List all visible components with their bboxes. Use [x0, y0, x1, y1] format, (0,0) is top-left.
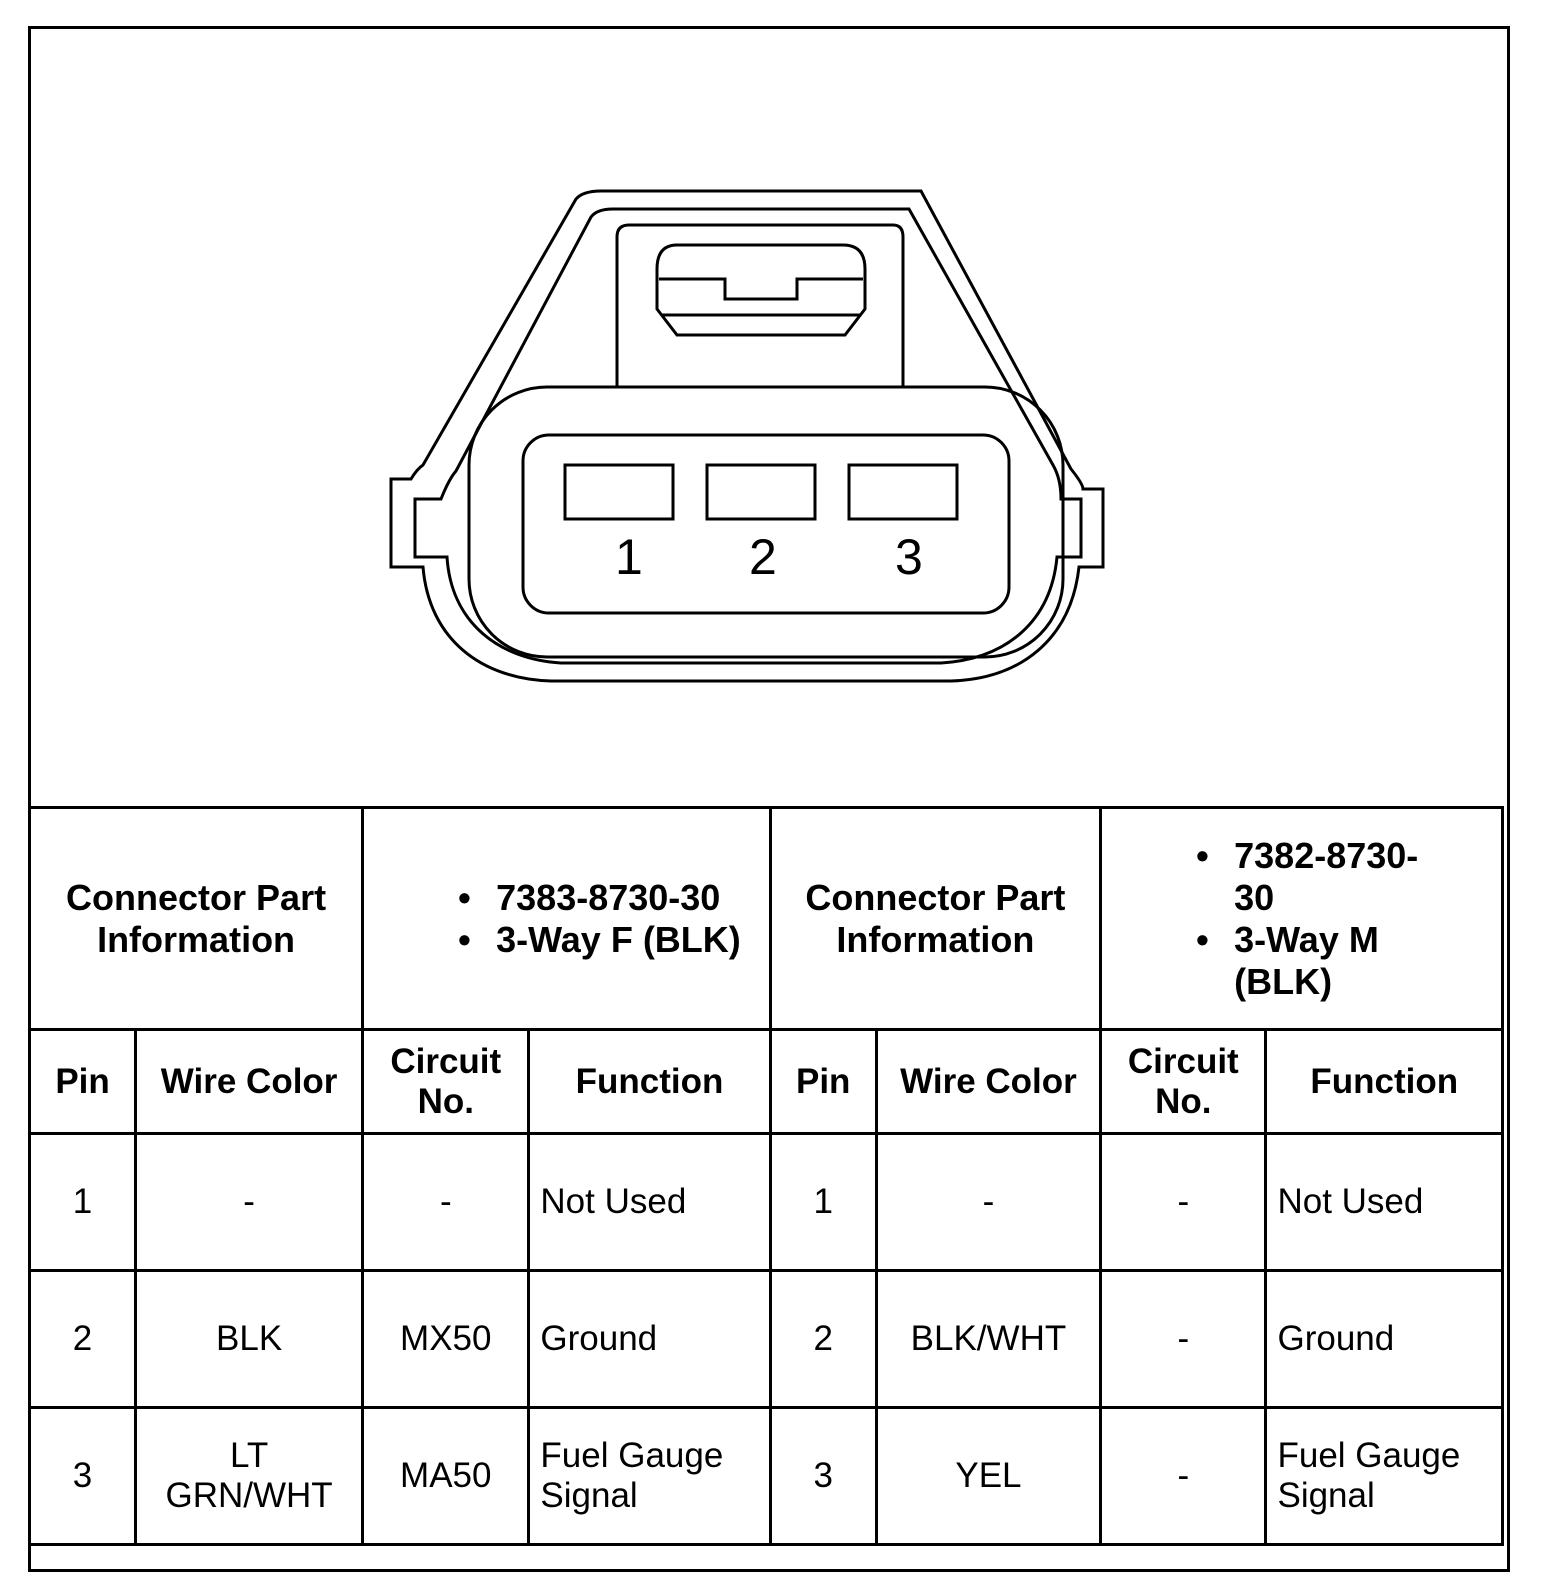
col-header-circuit: Circuit No.: [1101, 1030, 1266, 1134]
circuit-cell: MX50: [363, 1271, 529, 1408]
pin-label-2: 2: [749, 529, 777, 585]
pin-label-3: 3: [895, 529, 923, 585]
pin-label-1: 1: [615, 529, 643, 585]
col-header-wire-color: Wire Color: [876, 1030, 1100, 1134]
table-row: [30, 1408, 1503, 1545]
function-cell: Not Used: [1266, 1134, 1503, 1271]
mating-face-outer: [469, 387, 1063, 657]
col-header-circuit: Circuit No.: [363, 1030, 529, 1134]
connector-description-right: • 3-Way M (BLK): [1194, 919, 1444, 1003]
connector-sheet: [28, 26, 1510, 1572]
function-cell: Ground: [529, 1271, 770, 1408]
pin-cell: 2: [770, 1271, 876, 1408]
connector-info-label-right: Connector Part Information: [770, 808, 1100, 1030]
part-number-left: • 7383-8730-30: [456, 877, 769, 919]
connector-drawing: [31, 29, 1507, 809]
connector-info-row: [30, 808, 1503, 1030]
circuit-cell: MA50: [363, 1408, 529, 1545]
connector-description-left: • 3-Way F (BLK): [456, 919, 769, 961]
column-header-row: [30, 1030, 1503, 1134]
circuit-cell: -: [1101, 1271, 1266, 1408]
circuit-cell: -: [1101, 1134, 1266, 1271]
wire-color-cell: BLK: [136, 1271, 363, 1408]
connector-face-diagram: [31, 29, 1507, 809]
col-header-pin: Pin: [30, 1030, 136, 1134]
locking-tab-block: [617, 225, 903, 387]
pin-cell: 1: [30, 1134, 136, 1271]
connector-info-left: [363, 808, 771, 1030]
pin-cell: 2: [30, 1271, 136, 1408]
wire-color-cell: LT GRN/WHT: [136, 1408, 363, 1545]
wire-color-cell: -: [136, 1134, 363, 1271]
circuit-cell: -: [363, 1134, 529, 1271]
pin-cell: 1: [770, 1134, 876, 1271]
connector-info-right: [1101, 808, 1503, 1030]
pin-cavity: [523, 435, 1009, 613]
terminal-2: [707, 465, 815, 519]
function-cell: Fuel Gauge Signal: [1266, 1408, 1503, 1545]
wire-color-cell: YEL: [876, 1408, 1100, 1545]
table-row: [30, 1134, 1503, 1271]
terminal-1: [565, 465, 673, 519]
latch-icon: [657, 245, 865, 335]
pinout-table: [28, 806, 1504, 1546]
connector-info-label-left: Connector Part Information: [30, 808, 363, 1030]
part-number-right: • 7382-8730-30: [1194, 835, 1444, 919]
table-row: [30, 1271, 1503, 1408]
function-cell: Fuel Gauge Signal: [529, 1408, 770, 1545]
col-header-pin: Pin: [770, 1030, 876, 1134]
col-header-wire-color: Wire Color: [136, 1030, 363, 1134]
function-cell: Ground: [1266, 1271, 1503, 1408]
col-header-function: Function: [1266, 1030, 1503, 1134]
pin-cell: 3: [30, 1408, 136, 1545]
wire-color-cell: BLK/WHT: [876, 1271, 1100, 1408]
col-header-function: Function: [529, 1030, 770, 1134]
wire-color-cell: -: [876, 1134, 1100, 1271]
function-cell: Not Used: [529, 1134, 770, 1271]
pin-cell: 3: [770, 1408, 876, 1545]
terminal-3: [849, 465, 957, 519]
circuit-cell: -: [1101, 1408, 1266, 1545]
